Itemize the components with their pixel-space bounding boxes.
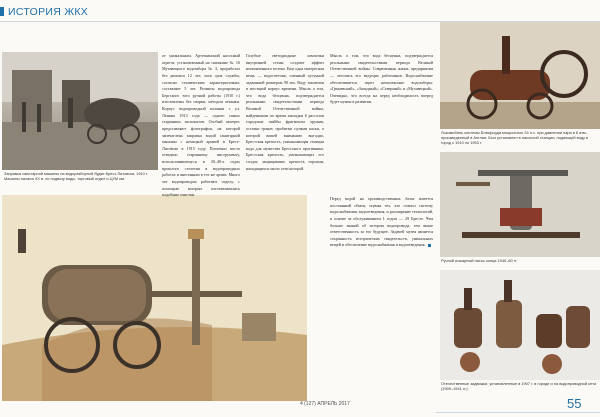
article-column-3-bottom-text: Перед водой на производственных базах имеется постоянный обмен, оценка тех, кто освоил систему водоснабжения, водоотведения, и расширение технологий, в основе за обслуживанием 1 годом — 29 Бресте. Чем больше знаний об истории водопровода, тем выше ответственность за его будущее. Задачей музея является сохранность исторических свидетельств, уникальных вещей и обеспечение водоснабжения и водоотведения.	[330, 196, 433, 248]
article-column-2: Голубые светодиодные лампочки внутренней стены создают эффект неоконченного потока. Еще одна интересная вещь — водосчетчик, сменный чугунной задвижкой размером 90 мм. Воду заключен в жестяной корпус времени. Мысль о том, что вода бесценна, подтверждается реальными свидетельствами периода Великой Отечественной войны, найденными по время закладки 6 рассолов городские шайбы фрагменты оружия, остатки гранат, пробитые пулями каски, о которой вашей вниманию выгодно, Брестская крепость, уменьшающая стоящая вода для мужества Брестского противника. Брестская крепость, уменьшающих его солдат, защищавших крепость горожан, находящихся около сети которой.	[246, 53, 324, 171]
valves-caption: Отечественные задвижки, установленные в 1907 г. в городе и на водопроводной сети (1909–1941 гг.).	[441, 381, 597, 392]
header-bar	[0, 0, 600, 22]
end-of-article-marker	[428, 244, 431, 247]
article-column-1: от уникальным. Артезианский насосный агрегат, установленный на скважине № 16 Мухавецкого водозабора № 3, проработал без ремонта 12 лет, хотя срок службы, согласно техническим характеристикам, составляет 5 лет. Реликты водопровода Бергского того ручной работы (1910 г.) изготовлены без сварки, методом чеканки. Корпус водопроводной колонки с ул. Ленина 1913 года — одного самых старинных экспонатов. Особый интерес представляют фотографии, на которой запечатлена заправка водой санитарной машины с немецкой армией в Брест-Литовске в 1915 году. Почтенно место отведено старинному инструменту, использовавшемуся в 30–40-х годах прошлого столетия в водопроводных работах и внесенным в тот же архив. Много лет водопроводом работают отделу, с помощью которых изготавливались подобные очистки.	[162, 53, 240, 198]
section-marker	[0, 7, 4, 16]
historic-photo	[2, 52, 158, 170]
article-column-3-bottom	[330, 196, 433, 249]
footer-divider	[436, 412, 600, 413]
section-title: ИСТОРИЯ ЖКХ	[8, 6, 89, 18]
historic-photo-caption: Заправка санитарной машины на водоразборной будке Брест-Литовска, 1910 г. Машины начала ХХ в. по подвозу воды, торговый отдел и ЦУМ им.	[4, 171, 148, 182]
steam-engine-photo	[440, 22, 600, 129]
article-column-3-top: Мысль о том, что вода бесценна, подтверждается реальными свидетельствами периода Великой Отечественной войны. Современная жизнь предприятия — летопись его ведущих работников. Водоснабжение обеспечивается через комплексные водозаборы: «Гриневский», «Западный», «Северный» и «Мухавецкий». Очевидно, что всегда на перед необходимость вперед будет нужен в развитии.	[330, 53, 433, 105]
page-number: 55	[567, 396, 582, 411]
steam-engine-caption: Локомобиль системы Блэкфорда мощностью 24 л.с. при давлении пара в 6 атм., произведенный в Англии. Был установлен в насосной станции, подающей воду в город с 1910 по 1953 г.	[441, 130, 589, 146]
museum-exhibit-photo	[2, 195, 307, 401]
valves-photo	[440, 270, 600, 380]
issue-info: 4 (127) АПРЕЛЬ 2017	[300, 401, 350, 407]
hand-pump-caption: Ручной пожарный насос конца 1940–60 гг.	[441, 258, 518, 263]
hand-pump-photo	[440, 152, 600, 257]
